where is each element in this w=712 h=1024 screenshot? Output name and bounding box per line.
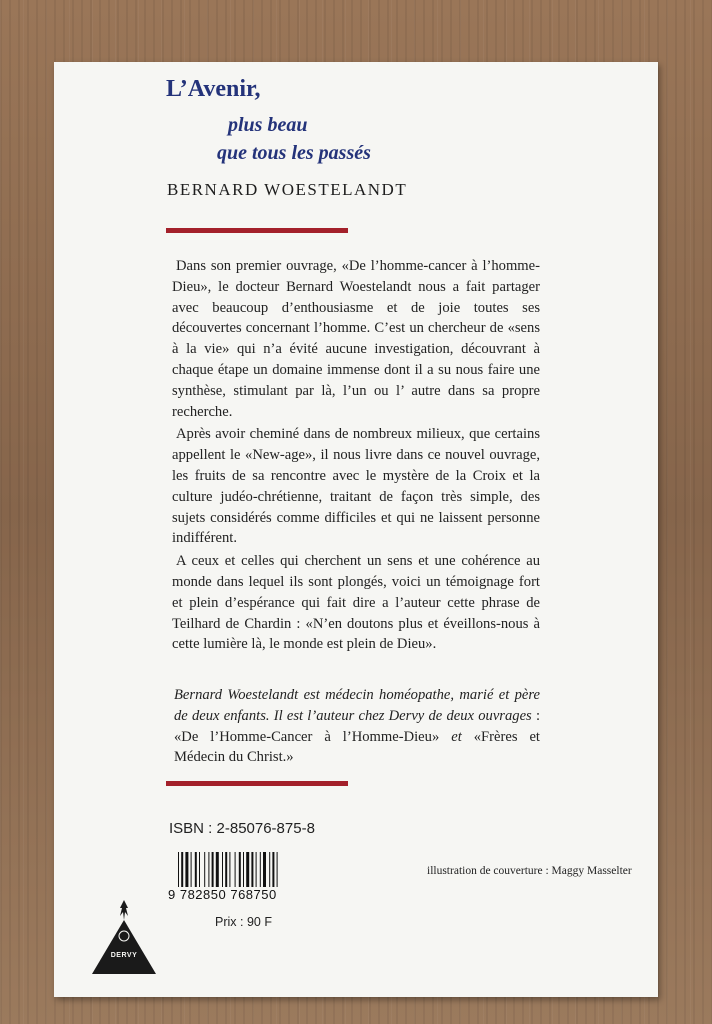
author-bio bbox=[174, 685, 540, 768]
blurb-paragraph-2: Après avoir cheminé dans de nombreux milieux, que certains appellent le «New-age», il nous livre dans ce nouvel ouvrage, les fruits de sa rencontre avec le mystère de la Croix et la culture judéo-chrétienne, traitant de façon très simple, des sujets considérés comme difficiles et qui ne laissent personne indifférent. bbox=[172, 426, 540, 547]
subtitle-line-2: que tous les passés bbox=[217, 142, 371, 164]
isbn-label: ISBN : 2-85076-875-8 bbox=[169, 820, 315, 837]
publisher-logo-text: DERVY bbox=[110, 952, 138, 959]
price-label: Prix : 90 F bbox=[215, 915, 272, 929]
book-title: L’Avenir, bbox=[166, 76, 261, 102]
bio-titles-1: : «De l’Homme-Cancer à l’Homme-Dieu» bbox=[174, 707, 540, 745]
blurb-text bbox=[172, 256, 540, 655]
blurb-paragraph-3: A ceux et celles qui cherchent un sens et une cohérence au monde dans lequel ils sont plongés, voici un témoignage fort et plein d’espérance qui fait dire a l’auteur cette phrase de Teilhard de Chardin : «N’en doutons plus et éveillons-nous à cette lumière là, le monde est plein de Dieu». bbox=[172, 553, 540, 653]
bio-titles-2: «Frères et Médecin du Christ.» bbox=[174, 728, 540, 766]
publisher-logo bbox=[92, 898, 156, 974]
red-divider-top bbox=[166, 228, 348, 233]
subtitle-line-1: plus beau bbox=[228, 114, 308, 136]
illustration-credit: illustration de couverture : Maggy Masselter bbox=[427, 865, 632, 877]
book-back-cover bbox=[54, 62, 658, 997]
bio-italic-text: Bernard Woestelandt est médecin homéopathe, marié et père de deux enfants. Il est l’auteur chez Dervy de deux ouvrages bbox=[174, 687, 540, 724]
blurb-paragraph-1: Dans son premier ouvrage, «De l’homme-cancer à l’homme-Dieu», le docteur Bernard Woestelandt nous a fait partager avec beaucoup d’enthousiasme et de joie toutes ses découvertes concernant l’homme. C’est un chercheur de «sens à la vie» qui n’a évité aucune investigation, découvrant à chaque étape un domaine immense dont il a su nous faire une synthèse, stimulant par là, l’un ou l’ autre dans sa propre recherche. bbox=[172, 258, 540, 420]
author-name: BERNARD WOESTELANDT bbox=[167, 180, 408, 199]
barcode-digits: 9 782850 768750 bbox=[162, 887, 318, 902]
bio-conjunction: et bbox=[451, 728, 462, 745]
red-divider-bottom bbox=[166, 781, 348, 786]
pyramid-logo-icon bbox=[92, 898, 156, 974]
